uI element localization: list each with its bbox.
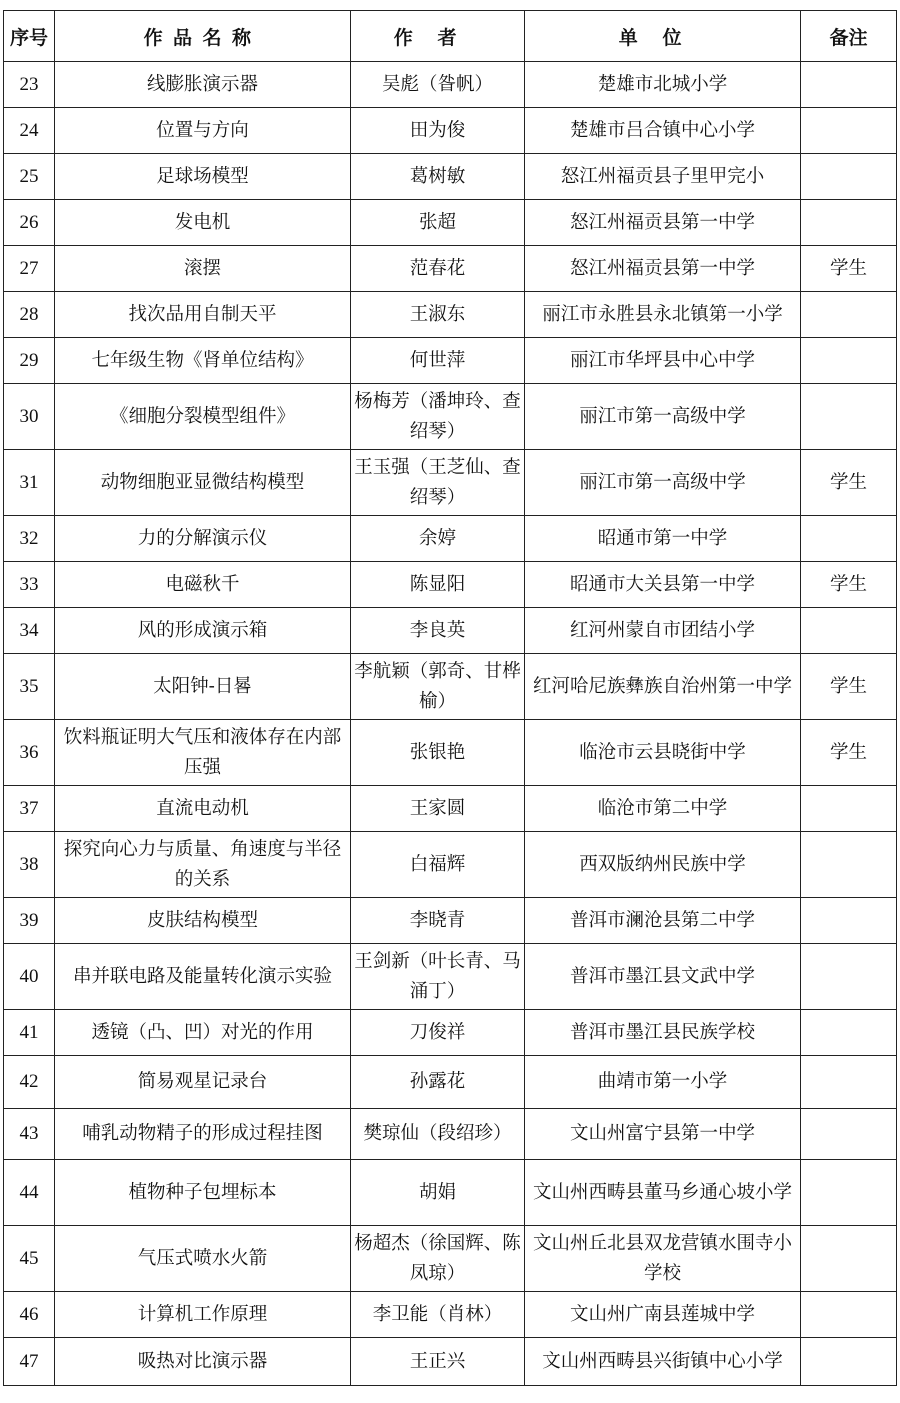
serial-cell: 45: [4, 1226, 55, 1292]
author-cell: 李卫能（肖林）: [351, 1292, 525, 1338]
author-cell: 陈显阳: [351, 562, 525, 608]
table-row: [4, 1010, 897, 1056]
serial-cell: 37: [4, 786, 55, 832]
table-row: [4, 1226, 897, 1292]
remark-cell: [801, 1160, 897, 1226]
table-row: [4, 62, 897, 108]
remark-cell: [801, 608, 897, 654]
table-row: [4, 1292, 897, 1338]
unit-cell: 楚雄市吕合镇中心小学: [525, 108, 801, 154]
work-title-cell: 植物种子包埋标本: [55, 1160, 351, 1226]
serial-cell: 26: [4, 200, 55, 246]
author-cell: 王正兴: [351, 1338, 525, 1386]
author-cell: 何世萍: [351, 338, 525, 384]
header-author: 作者: [351, 11, 525, 62]
unit-cell: 曲靖市第一小学: [525, 1056, 801, 1109]
serial-cell: 23: [4, 62, 55, 108]
author-cell: 范春花: [351, 246, 525, 292]
serial-cell: 46: [4, 1292, 55, 1338]
table-row: [4, 200, 897, 246]
table-row: [4, 786, 897, 832]
work-title-cell: 气压式喷水火箭: [55, 1226, 351, 1292]
remark-cell: [801, 786, 897, 832]
remark-cell: [801, 1109, 897, 1160]
header-serial-number: 序号: [4, 11, 55, 62]
remark-cell: 学生: [801, 654, 897, 720]
author-cell: 李良英: [351, 608, 525, 654]
table-row: [4, 1109, 897, 1160]
author-cell: 田为俊: [351, 108, 525, 154]
work-title-cell: 风的形成演示箱: [55, 608, 351, 654]
unit-cell: 楚雄市北城小学: [525, 62, 801, 108]
table-body: [4, 62, 897, 1386]
work-title-cell: 探究向心力与质量、角速度与半径的关系: [55, 832, 351, 898]
unit-cell: 怒江州福贡县子里甲完小: [525, 154, 801, 200]
unit-cell: 丽江市第一高级中学: [525, 450, 801, 516]
work-title-cell: 足球场模型: [55, 154, 351, 200]
remark-cell: [801, 200, 897, 246]
author-cell: 葛树敏: [351, 154, 525, 200]
work-title-cell: 计算机工作原理: [55, 1292, 351, 1338]
serial-cell: 24: [4, 108, 55, 154]
serial-cell: 32: [4, 516, 55, 562]
remark-cell: [801, 1010, 897, 1056]
serial-cell: 35: [4, 654, 55, 720]
serial-cell: 29: [4, 338, 55, 384]
table-row: [4, 338, 897, 384]
remark-cell: [801, 384, 897, 450]
table-row: [4, 384, 897, 450]
unit-cell: 丽江市永胜县永北镇第一小学: [525, 292, 801, 338]
author-cell: 刀俊祥: [351, 1010, 525, 1056]
unit-cell: 怒江州福贡县第一中学: [525, 246, 801, 292]
serial-cell: 38: [4, 832, 55, 898]
author-cell: 张超: [351, 200, 525, 246]
author-cell: 杨梅芳（潘坤玲、查绍琴）: [351, 384, 525, 450]
author-cell: 胡娟: [351, 1160, 525, 1226]
unit-cell: 普洱市墨江县民族学校: [525, 1010, 801, 1056]
table-row: [4, 246, 897, 292]
work-title-cell: 电磁秋千: [55, 562, 351, 608]
table-row: [4, 450, 897, 516]
serial-cell: 41: [4, 1010, 55, 1056]
unit-cell: 昭通市第一中学: [525, 516, 801, 562]
author-cell: 余婷: [351, 516, 525, 562]
work-title-cell: 找次品用自制天平: [55, 292, 351, 338]
work-title-cell: 哺乳动物精子的形成过程挂图: [55, 1109, 351, 1160]
serial-cell: 44: [4, 1160, 55, 1226]
table-row: [4, 1338, 897, 1386]
remark-cell: [801, 1056, 897, 1109]
work-title-cell: 太阳钟-日晷: [55, 654, 351, 720]
table-row: [4, 292, 897, 338]
work-title-cell: 直流电动机: [55, 786, 351, 832]
awards-table: [3, 10, 897, 1386]
remark-cell: [801, 292, 897, 338]
table-row: [4, 1160, 897, 1226]
unit-cell: 文山州丘北县双龙营镇水围寺小学校: [525, 1226, 801, 1292]
unit-cell: 西双版纳州民族中学: [525, 832, 801, 898]
work-title-cell: 透镜（凸、凹）对光的作用: [55, 1010, 351, 1056]
work-title-cell: 皮肤结构模型: [55, 898, 351, 944]
author-cell: 王家圆: [351, 786, 525, 832]
remark-cell: [801, 898, 897, 944]
unit-cell: 丽江市华坪县中心中学: [525, 338, 801, 384]
work-title-cell: 力的分解演示仪: [55, 516, 351, 562]
work-title-cell: 线膨胀演示器: [55, 62, 351, 108]
author-cell: 白福辉: [351, 832, 525, 898]
table-row: [4, 516, 897, 562]
work-title-cell: 位置与方向: [55, 108, 351, 154]
work-title-cell: 串并联电路及能量转化演示实验: [55, 944, 351, 1010]
author-cell: 王淑东: [351, 292, 525, 338]
unit-cell: 红河州蒙自市团结小学: [525, 608, 801, 654]
table-row: [4, 898, 897, 944]
work-title-cell: 动物细胞亚显微结构模型: [55, 450, 351, 516]
author-cell: 王玉强（王芝仙、查绍琴）: [351, 450, 525, 516]
remark-cell: 学生: [801, 562, 897, 608]
work-title-cell: 简易观星记录台: [55, 1056, 351, 1109]
remark-cell: [801, 516, 897, 562]
unit-cell: 文山州广南县莲城中学: [525, 1292, 801, 1338]
work-title-cell: 《细胞分裂模型组件》: [55, 384, 351, 450]
author-cell: 杨超杰（徐国辉、陈凤琼）: [351, 1226, 525, 1292]
unit-cell: 文山州西畴县兴街镇中心小学: [525, 1338, 801, 1386]
unit-cell: 临沧市云县晓街中学: [525, 720, 801, 786]
serial-cell: 43: [4, 1109, 55, 1160]
serial-cell: 40: [4, 944, 55, 1010]
unit-cell: 文山州富宁县第一中学: [525, 1109, 801, 1160]
remark-cell: 学生: [801, 450, 897, 516]
table-row: [4, 154, 897, 200]
author-cell: 李晓青: [351, 898, 525, 944]
unit-cell: 红河哈尼族彝族自治州第一中学: [525, 654, 801, 720]
header-unit: 单位: [525, 11, 801, 62]
table-row: [4, 720, 897, 786]
serial-cell: 30: [4, 384, 55, 450]
unit-cell: 昭通市大关县第一中学: [525, 562, 801, 608]
table-row: [4, 108, 897, 154]
header-row: [4, 11, 897, 62]
author-cell: 樊琼仙（段绍珍）: [351, 1109, 525, 1160]
author-cell: 张银艳: [351, 720, 525, 786]
table-row: [4, 832, 897, 898]
table-row: [4, 944, 897, 1010]
remark-cell: [801, 338, 897, 384]
serial-cell: 28: [4, 292, 55, 338]
serial-cell: 27: [4, 246, 55, 292]
serial-cell: 25: [4, 154, 55, 200]
unit-cell: 文山州西畴县董马乡通心坡小学: [525, 1160, 801, 1226]
serial-cell: 39: [4, 898, 55, 944]
remark-cell: [801, 1292, 897, 1338]
remark-cell: [801, 1226, 897, 1292]
serial-cell: 47: [4, 1338, 55, 1386]
remark-cell: 学生: [801, 720, 897, 786]
remark-cell: [801, 108, 897, 154]
serial-cell: 31: [4, 450, 55, 516]
remark-cell: [801, 832, 897, 898]
table-row: [4, 608, 897, 654]
remark-cell: [801, 154, 897, 200]
work-title-cell: 发电机: [55, 200, 351, 246]
serial-cell: 36: [4, 720, 55, 786]
work-title-cell: 吸热对比演示器: [55, 1338, 351, 1386]
remark-cell: [801, 1338, 897, 1386]
author-cell: 李航颖（郭奇、甘桦榆）: [351, 654, 525, 720]
work-title-cell: 七年级生物《肾单位结构》: [55, 338, 351, 384]
remark-cell: [801, 62, 897, 108]
serial-cell: 33: [4, 562, 55, 608]
header-work-title: 作品名称: [55, 11, 351, 62]
unit-cell: 丽江市第一高级中学: [525, 384, 801, 450]
unit-cell: 普洱市墨江县文武中学: [525, 944, 801, 1010]
unit-cell: 普洱市澜沧县第二中学: [525, 898, 801, 944]
table-row: [4, 562, 897, 608]
serial-cell: 34: [4, 608, 55, 654]
remark-cell: [801, 944, 897, 1010]
table-row: [4, 654, 897, 720]
unit-cell: 临沧市第二中学: [525, 786, 801, 832]
serial-cell: 42: [4, 1056, 55, 1109]
author-cell: 王剑新（叶长青、马涌丁）: [351, 944, 525, 1010]
table-row: [4, 1056, 897, 1109]
work-title-cell: 滚摆: [55, 246, 351, 292]
work-title-cell: 饮料瓶证明大气压和液体存在内部压强: [55, 720, 351, 786]
unit-cell: 怒江州福贡县第一中学: [525, 200, 801, 246]
author-cell: 吴彪（昝帆）: [351, 62, 525, 108]
header-remark: 备注: [801, 11, 897, 62]
remark-cell: 学生: [801, 246, 897, 292]
author-cell: 孙露花: [351, 1056, 525, 1109]
